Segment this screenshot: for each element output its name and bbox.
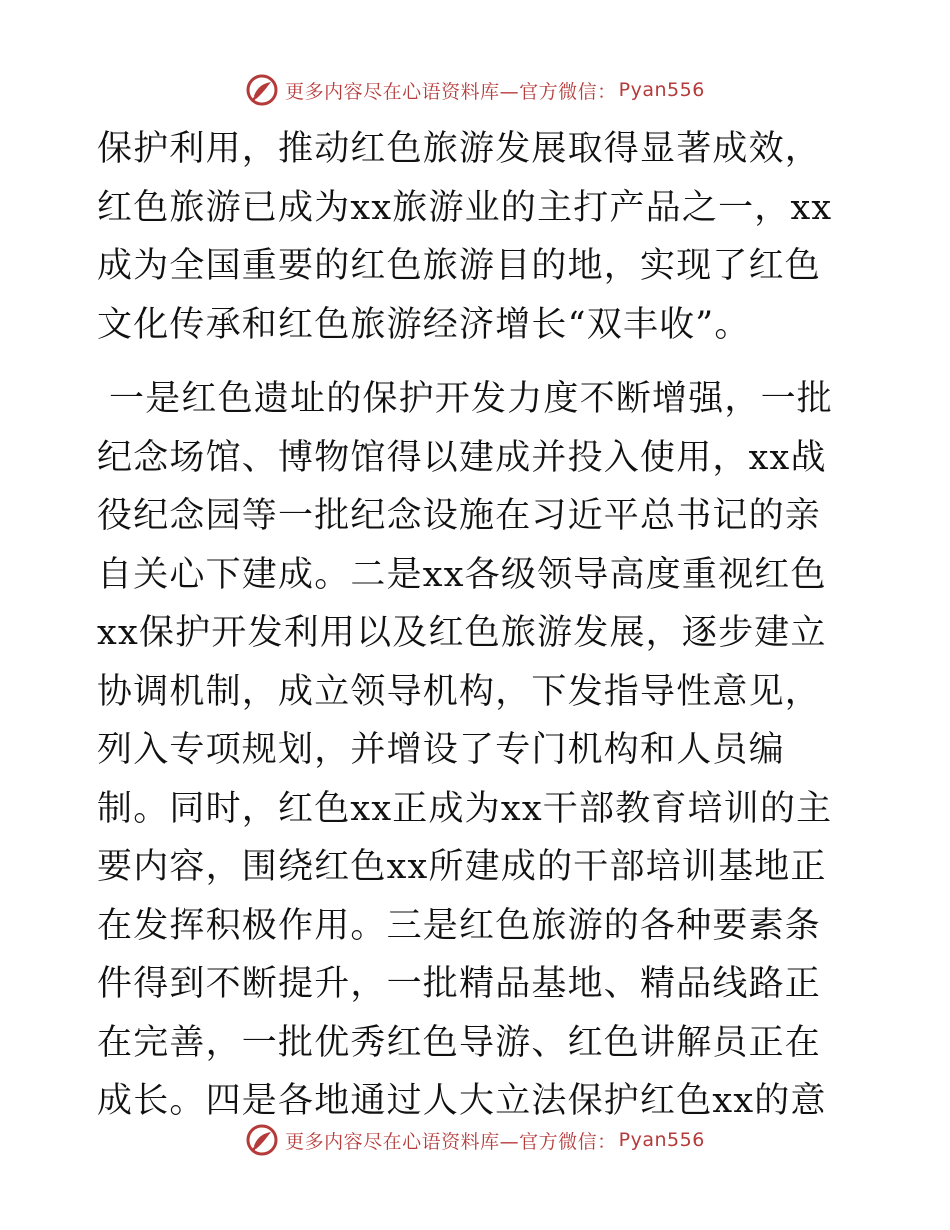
banner-text: 更多内容尽在心语资料库—官方微信： [285,80,617,103]
document-body [97,120,857,1131]
red-swirl-logo-icon [245,1123,279,1157]
header-watermark-banner [0,70,950,110]
red-swirl-logo-icon [245,73,279,107]
paragraph: 一是红色遗址的保护开发力度不断增强，一批纪念场馆、博物馆得以建成并投入使用，xx战役纪念园等一批纪念设施在习近平总书记的亲自关心下建成。二是xx各级领导高度重视红色xx保护开发利用以及红色旅游发展，逐步建立协调机制，成立领导机构，下发指导性意见，列入专项规划，并增设了专门机构和人员编制。同时，红色xx正成为xx干部教育培训的主要内容，围绕红色xx所建成的干部培训基地正在发挥积极作用。三是红色旅游的各种要素条件得到不断提升，一批精品基地、精品线路正在完善，一批优秀红色导游、红色讲解员正在成长。四是各地通过人大立法保护红色xx的意 [97,379,834,1121]
footer-watermark-banner [0,1120,950,1160]
banner-text: 更多内容尽在心语资料库—官方微信： [285,1130,617,1153]
banner-wechat-id: Pyan556 [618,79,705,101]
banner-wechat-id: Pyan556 [618,1129,705,1151]
paragraph: 保护利用，推动红色旅游发展取得显著成效，红色旅游已成为xx旅游业的主打产品之一，xx成为全国重要的红色旅游目的地，实现了红色文化传承和红色旅游经济增长“双丰收”。 [97,129,833,345]
